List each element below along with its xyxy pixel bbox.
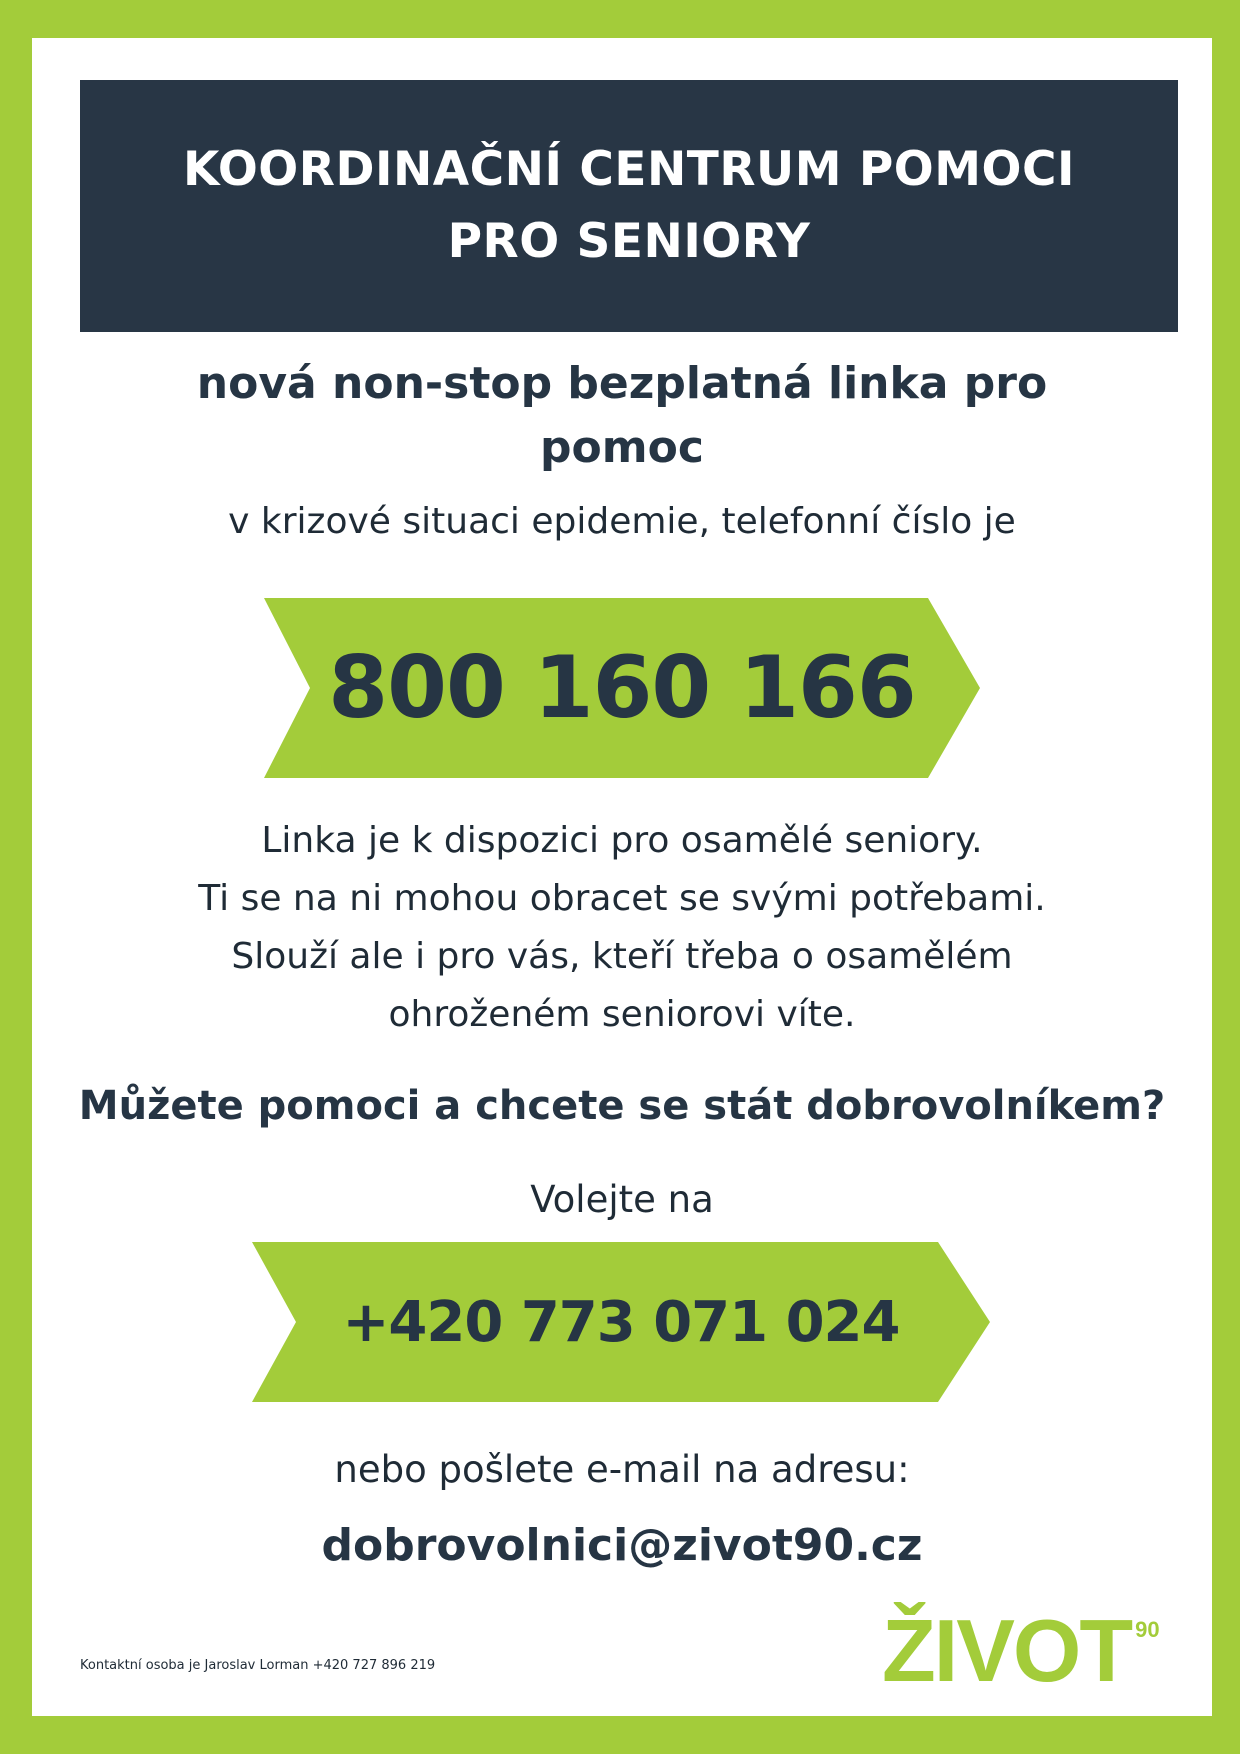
intro-text: v krizové situaci epidemie, telefonní číslo je bbox=[228, 501, 1016, 542]
description-line-2: Ti se na ni mohou obracet se svými potřebami. bbox=[198, 878, 1046, 919]
hotline-number[interactable]: 800 160 166 bbox=[328, 638, 916, 738]
volunteer-email[interactable]: dobrovolnici@zivot90.cz bbox=[321, 1520, 923, 1571]
contact-person: Kontaktní osoba je Jaroslav Lorman +420 727 896 219 bbox=[80, 1658, 436, 1673]
subtitle-line-1: nová non-stop bezplatná linka pro bbox=[196, 358, 1048, 409]
header-title-line-2: PRO SENIORY bbox=[447, 214, 811, 269]
description-line-1: Linka je k dispozici pro osamělé seniory. bbox=[261, 820, 983, 861]
logo-wordmark: ŽIVOT bbox=[882, 1601, 1132, 1700]
call-label: Volejte na bbox=[530, 1178, 714, 1221]
volunteer-phone-arrow bbox=[252, 1242, 990, 1402]
description-line-4: ohroženém seniorovi víte. bbox=[388, 994, 856, 1035]
subtitle-line-2: pomoc bbox=[540, 422, 704, 473]
poster-page bbox=[32, 38, 1212, 1716]
volunteer-question: Můžete pomoci a chcete se stát dobrovolníkem? bbox=[78, 1083, 1166, 1129]
zivot90-logo bbox=[882, 1603, 1160, 1699]
email-note: nebo pošlete e-mail na adresu: bbox=[334, 1448, 910, 1491]
header-banner bbox=[80, 80, 1178, 332]
description-line-3: Slouží ale i pro vás, kteří třeba o osamělém bbox=[231, 936, 1013, 977]
header-title-line-1: KOORDINAČNÍ CENTRUM POMOCI bbox=[183, 142, 1075, 197]
logo-superscript: 90 bbox=[1135, 1617, 1160, 1642]
hotline-arrow bbox=[264, 598, 980, 778]
volunteer-phone-number[interactable]: +420 773 071 024 bbox=[342, 1289, 900, 1355]
